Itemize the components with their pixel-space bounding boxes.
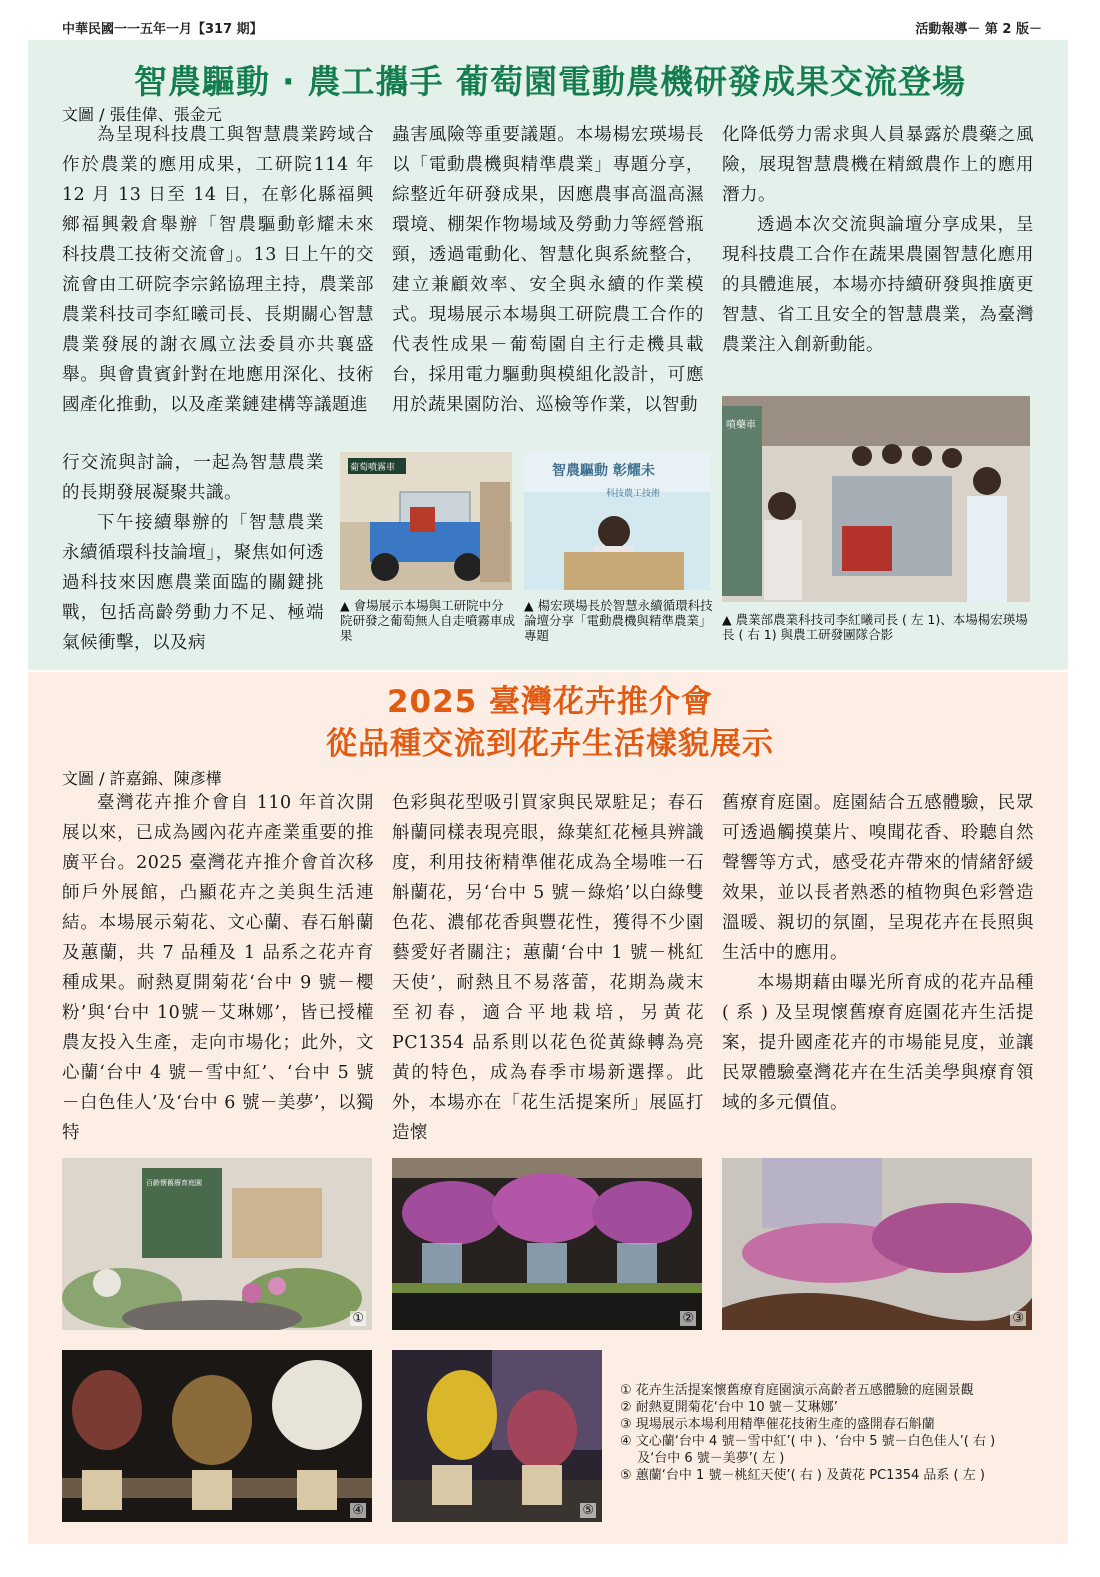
article2-col1 [62, 788, 374, 1148]
chrysanthemum-photo [392, 1158, 702, 1330]
article2-col3-text-b: 本場期藉由曝光所育成的花卉品種 ( 系 ) 及呈現懷舊療育庭園花卉生活提案，提升國產花卉的市場能見度，並讓民眾體驗臺灣花卉在生活美學與療育領域的多元價值。 [722, 973, 1034, 1113]
garden-sign-text: 百齡懷舊療育庭園 [146, 1179, 202, 1187]
oncidium-photo [62, 1350, 372, 1522]
group-photo-sign: 噴藥車 [726, 420, 756, 431]
article2-col3-text-a: 舊療育庭園。庭園結合五感體驗，民眾可透過觸摸葉片、嗅聞花香、聆聽自然聲響等方式，感受花卉帶來的情緒舒緩效果，並以長者熟悉的植物與色彩營造溫暖、親切的氛圍，呈現花卉在長照與生活中的應用。 [722, 793, 1034, 963]
page-section-label: 活動報導－ 第 2 版－ [915, 22, 1042, 37]
article1-col3-text-b: 透過本次交流與論壇分享成果，呈現科技農工合作在蔬果農園智慧化應用的具體進展，本場亦持續研發與推廣更智慧、省工且安全的智慧農業，為臺灣農業注入創新動能。 [722, 215, 1034, 355]
article2-title-line1: 2025 臺灣花卉推介會 [386, 684, 714, 720]
article2-caption-1: ① 花卉生活提案懷舊療育庭園演示高齡者五感體驗的庭園景觀 [620, 1383, 974, 1398]
issue-date: 中華民國一一五年一月【317 期】 [62, 22, 263, 37]
photo-number-1: ① [352, 1311, 364, 1326]
article2-caption-3: ③ 現場展示本場利用精準催花技術生產的盛開春石斛蘭 [620, 1417, 935, 1432]
dendrobium-photo [722, 1158, 1032, 1330]
article1-caption-2: ▲ 楊宏瑛場長於智慧永續循環科技論壇分享「電動農機與精準農業」專題 [524, 598, 713, 643]
article1-col3-text-a: 化降低勞力需求與人員暴露於農藥之風險，展現智慧農機在精緻農作上的應用潛力。 [722, 125, 1034, 205]
cymbidium-photo [392, 1350, 602, 1522]
article1-title: 智農驅動 ‧ 農工攜手 葡萄園電動農機研發成果交流登場 [134, 62, 966, 101]
photo-number-2: ② [682, 1311, 694, 1326]
article2-caption-5: ⑤ 蕙蘭‘台中 1 號－桃紅天使’( 右 ) 及黃花 PC1354 品系 ( 左 ) [620, 1468, 985, 1483]
article1-col1-bottom [62, 448, 324, 658]
photo-number-3: ③ [1012, 1311, 1024, 1326]
sprayer-sign-text: 葡萄噴霧車 [350, 463, 396, 473]
article1-para2: 下午接續舉辦的「智慧農業永續循環科技論壇」，聚焦如何透過科技來因應農業面臨的關鍵挑戰，包括高齡勞動力不足、極端氣候衝擊，以及病 [62, 513, 324, 653]
article2-caption-list [620, 1382, 1060, 1484]
article1-col2 [392, 120, 704, 420]
article2-title-line2: 從品種交流到花卉生活樣貌展示 [326, 726, 774, 762]
article1-byline: 文圖 / 張佳偉、張金元 [62, 105, 222, 124]
speaker-podium-photo [524, 452, 710, 590]
group-photo [722, 396, 1030, 602]
article2-para1: 臺灣花卉推介會自 110 年首次開展以來，已成為國內花卉產業重要的推廣平台。2025 臺灣花卉推介會首次移師戶外展館，凸顯花卉之美與生活連結。本場展示菊花、文心蘭、春石斛蘭及蕙蘭，共 7 品種及 1 品系之花卉育種成果。耐熱夏開菊花‘台中 9 號－櫻粉’與‘台中 10號－艾琳娜’，皆已授權農友投入生產，走向市場化；此外，文心蘭‘台中 4 號－雪中紅’、‘台中 5 號－白色佳人’及‘台中 6 號－美夢’，以獨特 [62, 793, 374, 1143]
healing-garden-photo [62, 1158, 372, 1330]
photo-number-4: ④ [352, 1503, 364, 1518]
article2-caption-2: ② 耐熱夏開菊花‘台中 10 號－艾琳娜’ [620, 1400, 838, 1415]
article1-col2-text: 蟲害風險等重要議題。本場楊宏瑛場長以「電動農機與精準農業」專題分享，綜整近年研發成果，因應農事高溫高濕環境、棚架作物場域及勞動力等經營瓶頸，透過電動化、智慧化與系統整合，建立兼顧效率、安全與永續的作業模式。現場展示本場與工研院農工合作的代表性成果－葡萄園自主行走機具載台，採用電力驅動與模組化設計，可應用於蔬果園防治、巡檢等作業，以智動 [392, 125, 704, 415]
article1-caption-1: ▲ 會場展示本場與工研院中分院研發之葡萄無人自走噴霧車成果 [340, 598, 516, 643]
speaker-backdrop-title: 智農驅動 彰耀未 [552, 463, 655, 479]
speaker-backdrop-subtitle: 科技農工技術 [606, 489, 661, 499]
sprayer-vehicle-photo [340, 452, 512, 590]
article2-col2-text: 色彩與花型吸引買家與民眾駐足；春石斛蘭同樣表現亮眼，綠葉紅花極具辨識度，利用技術精準催花成為全場唯一石斛蘭花，另‘台中 5 號－綠焰’以白綠雙色花、濃郁花香與豐花性，獲得不少園藝愛好者關注；蕙蘭‘台中 1 號－桃紅天使’，耐熱且不易落蕾，花期為歲末至初春，適合平地栽培，另黃花 PC1354 品系則以花色從黃綠轉為亮黃的特色，成為春季市場新選擇。此外，本場亦在「花生活提案所」展區打造懷 [392, 793, 704, 1143]
article2-byline: 文圖 / 許嘉錦、陳彥樺 [62, 769, 222, 788]
article1-para1: 為呈現科技農工與智慧農業跨域合作於農業的應用成果，工研院114 年 12 月 13 日至 14 日，在彰化縣福興鄉福興穀倉舉辦「智農驅動彰耀未來 科技農工技術交流會」。13 日上午的交流會由工研院李宗銘協理主持，農業部農業科技司李紅曦司長、長期關心智慧農業發展的謝衣鳳立法委員亦共襄盛舉。與會貴賓針對在地應用深化、技術國產化推動，以及產業鏈建構等議題進 [62, 125, 374, 415]
article2-caption-4: ④ 文心蘭‘台中 4 號－雪中紅’( 中 )、‘台中 5 號－白色佳人’( 右 ) [620, 1434, 996, 1449]
article2-col3 [722, 788, 1034, 1118]
photo-number-5: ⑤ [582, 1503, 594, 1518]
article1-col3 [722, 120, 1034, 360]
article1-caption-3: ▲ 農業部農業科技司李紅曦司長 ( 左 1)、本場楊宏瑛場長 ( 右 1) 與農工研發團隊合影 [722, 612, 1028, 642]
article2-col2 [392, 788, 704, 1148]
article1-col1-top [62, 120, 374, 420]
article2-caption-4-cont: 及‘台中 6 號－美夢’( 左 ) [620, 1451, 785, 1466]
article1-para1-cont: 行交流與討論，一起為智慧農業的長期發展凝聚共識。 [62, 453, 324, 503]
